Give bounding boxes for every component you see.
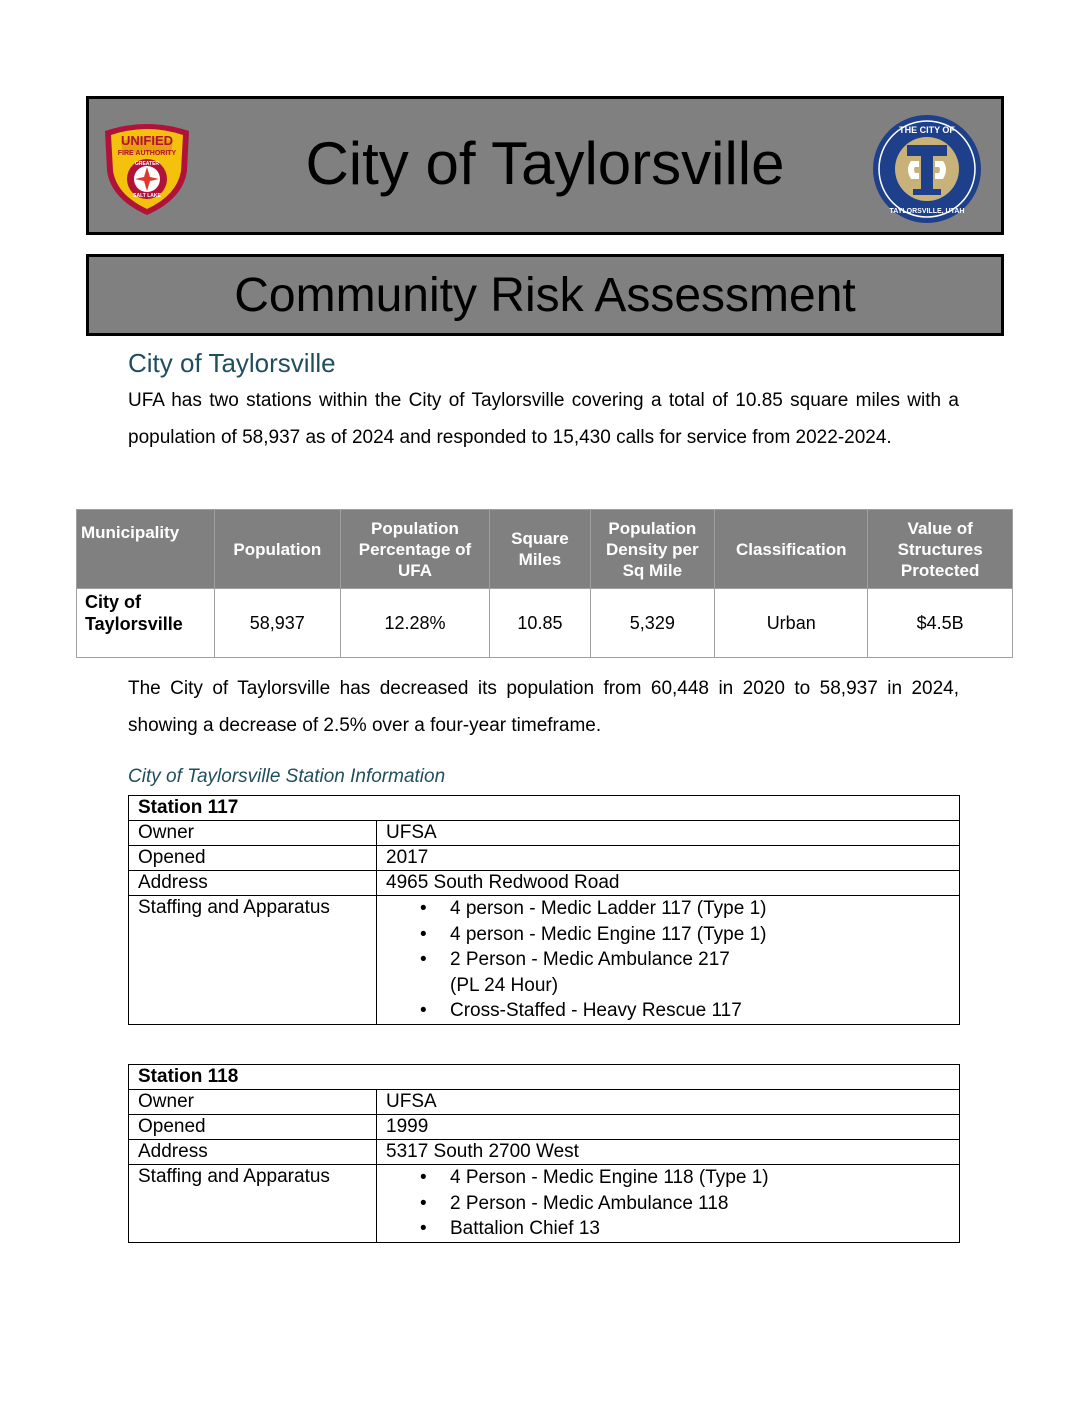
table-row [129,1090,960,1115]
list-item: • 4 Person - Medic Engine 118 (Type 1) [450,1165,950,1191]
svg-text:UNIFIED: UNIFIED [121,133,173,148]
station-name: Station 117 [129,796,960,821]
title-banner [86,96,1004,235]
subtitle-banner [86,254,1004,336]
list-item: • 4 person - Medic Ladder 117 (Type 1) [450,896,950,922]
column-header: Population [215,510,341,589]
staffing-label: Staffing and Apparatus [129,896,377,1025]
svg-text:SALT LAKE: SALT LAKE [133,193,161,199]
staffing-list [386,1165,950,1242]
station-name: Station 118 [129,1065,960,1090]
svg-text:THE CITY OF: THE CITY OF [899,125,955,135]
municipality-cell: City of Taylorsville [77,589,215,658]
section-heading: City of Taylorsville [128,348,336,378]
page-title: City of Taylorsville [305,130,785,197]
column-header: Classification [715,510,868,589]
staffing-list [386,896,950,1024]
table-row [77,589,1013,658]
address-value: 5317 South 2700 West [377,1140,960,1165]
table-row [129,1140,960,1165]
density-cell: 5,329 [590,589,715,658]
page-subtitle: Community Risk Assessment [234,269,856,322]
city-seal-icon [871,113,983,225]
list-item: • Battalion Chief 13 [450,1216,950,1242]
owner-label: Owner [129,1090,377,1115]
column-header: Value of Structures Protected [868,510,1013,589]
intro-paragraph: UFA has two stations within the City of Taylorsville covering a total of 10.85 square miles with a population of 58,937 as of 2024 and responded to 15,430 calls for service from 2022-2024. [128,390,959,448]
summary-table [76,509,1013,658]
population-paragraph: The City of Taylorsville has decreased its population from 60,448 in 2020 to 58,937 in 2024, showing a decrease of 2.5% over a four-year timeframe. [128,678,959,736]
svg-text:FIRE AUTHORITY: FIRE AUTHORITY [117,150,177,157]
table-row [129,821,960,846]
structures-value-cell: $4.5B [868,589,1013,658]
svg-text:TAYLORSVILLE, UTAH: TAYLORSVILLE, UTAH [889,208,965,215]
list-item: • 2 Person - Medic Ambulance 118 [450,1191,950,1217]
table-row [129,1165,960,1243]
owner-value: UFSA [377,1090,960,1115]
classification-cell: Urban [715,589,868,658]
opened-value: 2017 [377,846,960,871]
staffing-label: Staffing and Apparatus [129,1165,377,1243]
opened-label: Opened [129,1115,377,1140]
address-value: 4965 South Redwood Road [377,871,960,896]
list-item: • 2 Person - Medic Ambulance 217 [450,947,950,973]
list-item-continuation: (PL 24 Hour) [450,974,559,996]
table-row [129,896,960,1025]
staffing-value [377,1165,960,1243]
column-header: Municipality [77,510,215,589]
address-label: Address [129,1140,377,1165]
station-header-row [129,796,960,821]
table-row [129,846,960,871]
column-header: Population Percentage of UFA [340,510,490,589]
column-header: Square Miles [490,510,590,589]
column-header: Population Density per Sq Mile [590,510,715,589]
station-header-row [129,1065,960,1090]
list-item: • Cross-Staffed - Heavy Rescue 117 [450,998,950,1024]
owner-label: Owner [129,821,377,846]
list-item: • 4 person - Medic Engine 117 (Type 1) [450,922,950,948]
opened-label: Opened [129,846,377,871]
table-row [129,1115,960,1140]
summary-header-row [77,510,1013,589]
address-label: Address [129,871,377,896]
station-table-117 [128,795,960,1025]
square-miles-cell: 10.85 [490,589,590,658]
station-table-118 [128,1064,960,1243]
population-percentage-cell: 12.28% [340,589,490,658]
owner-value: UFSA [377,821,960,846]
table-row [129,871,960,896]
population-cell: 58,937 [215,589,341,658]
opened-value: 1999 [377,1115,960,1140]
staffing-value [377,896,960,1025]
svg-text:GREATER: GREATER [134,161,160,167]
station-info-caption: City of Taylorsville Station Information [128,766,446,787]
